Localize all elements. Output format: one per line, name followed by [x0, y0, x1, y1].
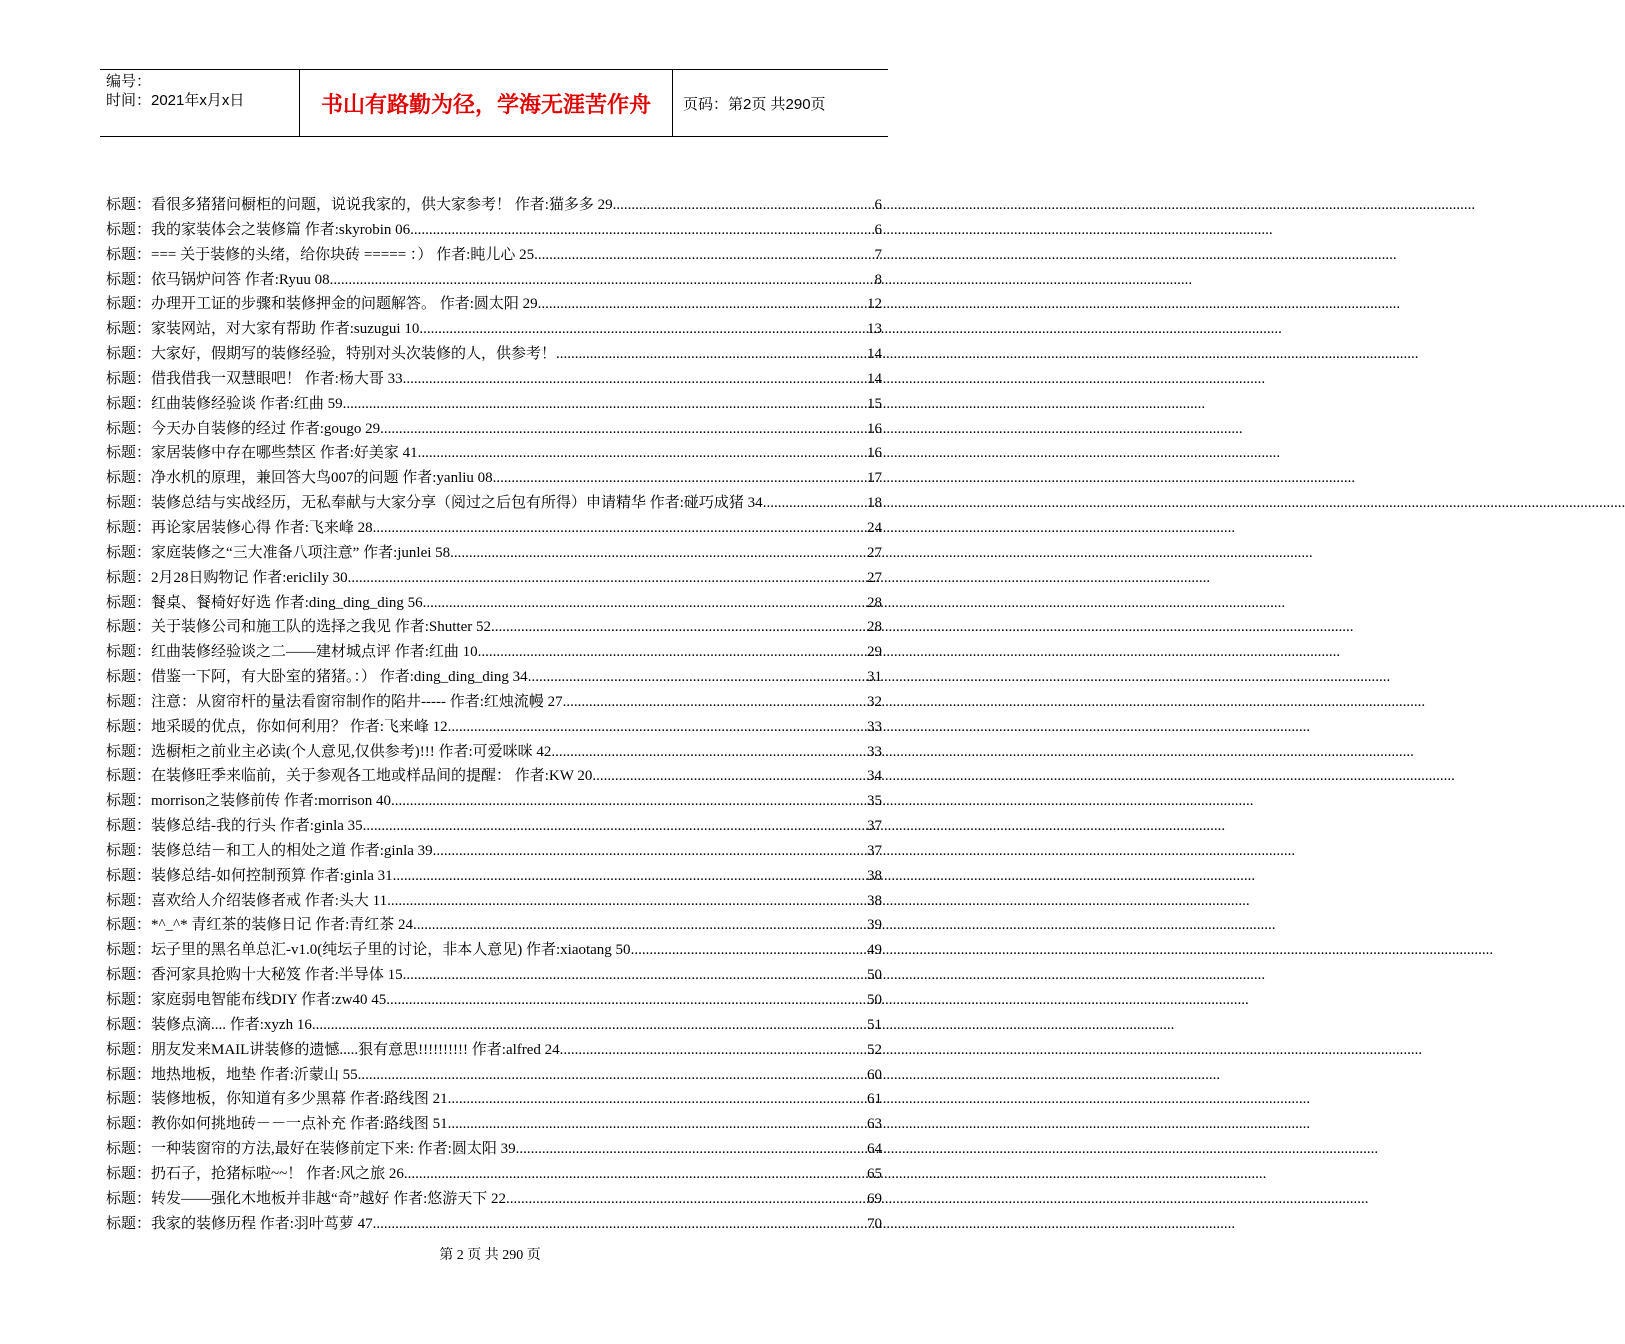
toc-dot-leader: [563, 690, 867, 715]
toc-entry-page: 34: [867, 768, 882, 785]
toc-entry-page: 6: [874, 221, 882, 238]
toc-entry[interactable]: [106, 1212, 882, 1237]
toc-dot-leader: [403, 963, 867, 988]
toc-dot-leader: [763, 491, 867, 516]
toc-entry-page: 6: [874, 197, 882, 213]
toc-dot-leader: [363, 814, 867, 839]
toc-entry-page: 35: [867, 793, 882, 810]
toc-dot-leader: [404, 1162, 867, 1187]
toc-entry-page: 27: [867, 544, 882, 561]
toc-entry-title: 标题：装修总结与实战经历，无私奉献与大家分享（阅过之后包有所得）申请精华 作者:碰巧成猪 34: [106, 495, 763, 512]
toc-entry-title: 标题：一种装窗帘的方法,最好在装修前定下来: 作者:圆太阳 39: [106, 1141, 516, 1158]
toc-entry-page: 39: [867, 917, 882, 934]
toc-entry-title: 标题：喜欢给人介绍装修者戒 作者:头大 11: [106, 892, 388, 909]
toc-entry-title: 标题：注意：从窗帘杆的量法看窗帘制作的陷井----- 作者:红烛流幔 27: [106, 693, 563, 710]
toc-entry[interactable]: [106, 1187, 882, 1212]
toc-dot-leader: [312, 1013, 867, 1038]
toc-entry-title: 标题：借鉴一下阿，有大卧室的猪猪。：） 作者:ding_ding_ding 34: [106, 669, 528, 686]
toc-dot-leader: [560, 1038, 867, 1063]
toc-entry-title: 标题：扔石子，抢猪标啦~~！ 作者:风之旅 26: [106, 1165, 404, 1182]
toc-entry-title: 标题：装修总结-我的行头 作者:ginla 35: [106, 818, 363, 835]
toc-entry-page: 16: [867, 445, 882, 462]
toc-entry-title: 标题：办理开工证的步骤和装修押金的问题解答。 作者:圆太阳 29: [106, 296, 538, 313]
toc-entry-title: 标题：在装修旺季来临前，关于参观各工地或样品间的提醒： 作者:KW 20: [106, 768, 593, 785]
toc-entry-title: 标题：餐桌、餐椅好好选 作者:ding_ding_ding 56: [106, 594, 423, 611]
toc-entry[interactable]: [106, 193, 882, 218]
toc-entry-page: 16: [867, 420, 882, 437]
toc-entry[interactable]: [106, 1038, 882, 1063]
toc-entry-page: 52: [867, 1041, 882, 1058]
toc-dot-leader: [556, 342, 867, 367]
toc-dot-leader: [373, 1212, 867, 1237]
toc-entry-title: 标题：装修地板，你知道有多少黑幕 作者:路线图 21: [106, 1091, 448, 1108]
toc-entry[interactable]: [106, 466, 882, 491]
toc-dot-leader: [592, 764, 867, 789]
toc-entry-title: 标题：再论家居装修心得 作者:飞来峰 28: [106, 519, 373, 536]
toc-entry[interactable]: [106, 591, 882, 616]
toc-entry-title: 标题：地热地板，地垫 作者:沂蒙山 55: [106, 1066, 358, 1083]
toc-entry-title: 标题：=== 关于装修的头绪，给你块砖 ===== ：） 作者:盹儿心 25: [106, 246, 535, 263]
toc-entry[interactable]: [106, 864, 882, 889]
toc-dot-leader: [380, 417, 867, 442]
toc-entry-page: 38: [867, 892, 882, 909]
toc-dot-leader: [448, 1087, 867, 1112]
toc-entry[interactable]: [106, 715, 882, 740]
toc-entry[interactable]: [106, 392, 882, 417]
toc-dot-leader: [478, 640, 867, 665]
toc-entry[interactable]: [106, 441, 882, 466]
toc-dot-leader: [448, 1112, 867, 1137]
toc-entry-title: 标题：家居装修中存在哪些禁区 作者:好美家 41: [106, 445, 418, 462]
toc-dot-leader: [491, 615, 867, 640]
toc-dot-leader: [433, 839, 867, 864]
time-label: 时间：2021年x月x日: [106, 92, 245, 109]
toc-entry-page: 49: [867, 942, 882, 959]
toc-entry[interactable]: [106, 268, 882, 293]
toc-entry-page: 28: [867, 619, 882, 636]
toc-entry-page: 8: [874, 271, 882, 288]
table-of-contents: [106, 193, 882, 1236]
toc-entry-page: 65: [867, 1165, 882, 1182]
page-header: [100, 69, 888, 137]
toc-entry-page: 12: [867, 296, 882, 313]
toc-entry[interactable]: [106, 690, 882, 715]
toc-dot-leader: [450, 541, 867, 566]
toc-entry-title: 标题：看很多猪猪问橱柜的问题，说说我家的，供大家参考！ 作者:猫多多 29: [106, 197, 613, 213]
toc-entry-page: 37: [867, 842, 882, 859]
toc-entry[interactable]: [106, 292, 882, 317]
toc-entry[interactable]: [106, 1112, 882, 1137]
toc-entry[interactable]: [106, 367, 882, 392]
toc-entry[interactable]: [106, 640, 882, 665]
toc-dot-leader: [403, 367, 867, 392]
toc-entry-title: 标题：依马锅炉问答 作者:Ryuu 08: [106, 271, 330, 288]
motto: 书山有路勤为径，学海无涯苦作舟: [320, 92, 651, 118]
toc-entry[interactable]: [106, 988, 882, 1013]
toc-dot-leader: [551, 740, 867, 765]
toc-dot-leader: [373, 516, 867, 541]
toc-entry-page: 70: [867, 1215, 882, 1232]
toc-entry-page: 33: [867, 718, 882, 735]
toc-entry-page: 7: [874, 246, 882, 263]
toc-dot-leader: [419, 317, 867, 342]
toc-entry[interactable]: [106, 740, 882, 765]
toc-dot-leader: [348, 566, 867, 591]
toc-entry-title: 标题：借我借我一双慧眼吧！ 作者:杨大哥 33: [106, 370, 403, 387]
toc-entry-page: 64: [867, 1141, 882, 1158]
toc-entry-page: 37: [867, 818, 882, 835]
toc-entry-title: 标题：选橱柜之前业主必读(个人意见,仅供参考)!!! 作者:可爱咪咪 42: [106, 743, 552, 760]
toc-entry-title: 标题：香河家具抢购十大秘笈 作者:半导体 15: [106, 967, 403, 984]
toc-entry[interactable]: [106, 541, 882, 566]
toc-dot-leader: [528, 665, 867, 690]
toc-dot-leader: [387, 889, 867, 914]
toc-dot-leader: [516, 1137, 867, 1162]
toc-entry-title: 标题：家装网站，对大家有帮助 作者:suzugui 10: [106, 321, 420, 338]
toc-entry-title: 标题：2月28日购物记 作者:ericlily 30: [106, 569, 348, 586]
toc-dot-leader: [534, 243, 874, 268]
toc-entry-title: 标题：红曲装修经验谈 作者:红曲 59: [106, 395, 343, 412]
toc-entry-page: 27: [867, 569, 882, 586]
toc-entry[interactable]: [106, 938, 882, 963]
toc-entry[interactable]: [106, 218, 882, 243]
toc-entry[interactable]: [106, 1087, 882, 1112]
toc-dot-leader: [506, 1187, 867, 1212]
toc-entry-page: 14: [867, 346, 882, 363]
toc-entry-page: 32: [867, 693, 882, 710]
toc-entry-title: 标题：大家好，假期写的装修经验，特别对头次装修的人，供参考！: [106, 346, 557, 363]
toc-entry-title: 标题：净水机的原理，兼回答大鸟007的问题 作者:yanliu 08: [106, 470, 493, 487]
toc-entry-title: 标题：我家的装修历程 作者:羽叶茑萝 47: [106, 1215, 373, 1232]
toc-entry-page: 33: [867, 743, 882, 760]
toc-entry[interactable]: [106, 566, 882, 591]
toc-entry-page: 50: [867, 992, 882, 1008]
toc-entry[interactable]: [106, 1162, 882, 1187]
toc-entry-page: 17: [867, 470, 882, 487]
toc-entry-page: 13: [867, 321, 882, 338]
toc-entry-title: 标题：红曲装修经验谈之二——建材城点评 作者:红曲 10: [106, 644, 478, 661]
toc-dot-leader: [418, 441, 867, 466]
toc-dot-leader: [410, 218, 874, 243]
page-footer: 第 2 页 共 290 页: [439, 1248, 541, 1263]
toc-dot-leader: [391, 789, 867, 814]
toc-entry[interactable]: [106, 317, 882, 342]
toc-entry-page: 14: [867, 370, 882, 387]
header-meta: [100, 70, 300, 136]
toc-entry-page: 24: [867, 519, 882, 536]
toc-dot-leader: [393, 864, 867, 889]
toc-dot-leader: [631, 938, 867, 963]
toc-entry-title: 标题：morrison之装修前传 作者:morrison 40: [106, 793, 391, 810]
toc-dot-leader: [413, 913, 867, 938]
toc-entry[interactable]: [106, 243, 882, 268]
toc-dot-leader: [423, 591, 867, 616]
toc-entry[interactable]: [106, 1063, 882, 1088]
toc-entry-title: 标题：关于装修公司和施工队的选择之我见 作者:Shutter 52: [106, 619, 491, 636]
toc-entry-page: 51: [867, 1016, 882, 1033]
toc-entry-title: 标题：地采暖的优点，你如何利用？ 作者:飞来峰 12: [106, 718, 448, 735]
toc-entry-page: 63: [867, 1116, 882, 1133]
toc-entry-page: 61: [867, 1091, 882, 1108]
toc-entry-page: 60: [867, 1066, 882, 1083]
toc-dot-leader: [493, 466, 867, 491]
toc-dot-leader: [538, 292, 867, 317]
header-motto-cell: [300, 70, 673, 136]
toc-entry-page: 69: [867, 1190, 882, 1207]
toc-entry-title: 标题：我的家装体会之装修篇 作者:skyrobin 06: [106, 221, 411, 238]
header-page-cell: [673, 70, 888, 136]
toc-entry[interactable]: [106, 615, 882, 640]
toc-entry[interactable]: [106, 839, 882, 864]
toc-entry-page: 31: [867, 669, 882, 686]
toc-dot-leader: [613, 193, 875, 218]
toc-entry-title: 标题：教你如何挑地砖－－一点补充 作者:路线图 51: [106, 1116, 448, 1133]
toc-entry-title: 标题：装修总结-如何控制预算 作者:ginla 31: [106, 867, 393, 884]
toc-entry[interactable]: [106, 491, 882, 516]
toc-entry-page: 18: [867, 495, 882, 512]
toc-entry[interactable]: [106, 1013, 882, 1038]
toc-entry[interactable]: [106, 417, 882, 442]
page-label: 页码：第2页 共290页: [683, 95, 826, 113]
toc-entry-title: 标题：装修总结－和工人的相处之道 作者:ginla 39: [106, 842, 433, 859]
toc-entry-title: 标题：坛子里的黑名单总汇-v1.0(纯坛子里的讨论，非本人意见) 作者:xiaotang 50: [106, 942, 631, 959]
toc-entry[interactable]: [106, 889, 882, 914]
toc-entry-page: 38: [867, 867, 882, 884]
toc-entry[interactable]: [106, 913, 882, 938]
toc-dot-leader: [386, 988, 867, 1013]
toc-entry-page: 29: [867, 644, 882, 661]
toc-entry[interactable]: [106, 665, 882, 690]
toc-entry-title: 标题：装修点滴.... 作者:xyzh 16: [106, 1016, 312, 1033]
toc-dot-leader: [448, 715, 867, 740]
toc-dot-leader: [343, 392, 867, 417]
toc-entry-page: 15: [867, 395, 882, 412]
toc-entry[interactable]: [106, 764, 882, 789]
number-label: 编号：: [106, 73, 152, 90]
toc-entry[interactable]: [106, 963, 882, 988]
toc-entry-title: 标题：朋友发来MAIL讲装修的遗憾.....狠有意思!!!!!!!!!! 作者:alfred 24: [106, 1041, 560, 1058]
toc-entry-page: 28: [867, 594, 882, 611]
toc-entry-title: 标题：家庭装修之“三大准备八项注意” 作者:junlei 58: [106, 544, 451, 561]
toc-entry-title: 标题：今天办自装修的经过 作者:gougo 29: [106, 420, 381, 437]
toc-entry[interactable]: [106, 814, 882, 839]
toc-entry-title: 标题：转发——强化木地板并非越“奇”越好 作者:悠游天下 22: [106, 1190, 506, 1207]
toc-entry[interactable]: [106, 342, 882, 367]
toc-entry-page: 50: [867, 967, 882, 984]
toc-dot-leader: [358, 1063, 867, 1088]
toc-entry-title: 标题：家庭弱电智能布线DIY 作者:zw40 45: [106, 992, 387, 1008]
toc-entry[interactable]: [106, 516, 882, 541]
toc-entry-title: 标题：*^_^* 青红茶的装修日记 作者:青红茶 24: [106, 917, 413, 934]
toc-dot-leader: [330, 268, 875, 293]
toc-entry[interactable]: [106, 1137, 882, 1162]
toc-entry[interactable]: [106, 789, 882, 814]
